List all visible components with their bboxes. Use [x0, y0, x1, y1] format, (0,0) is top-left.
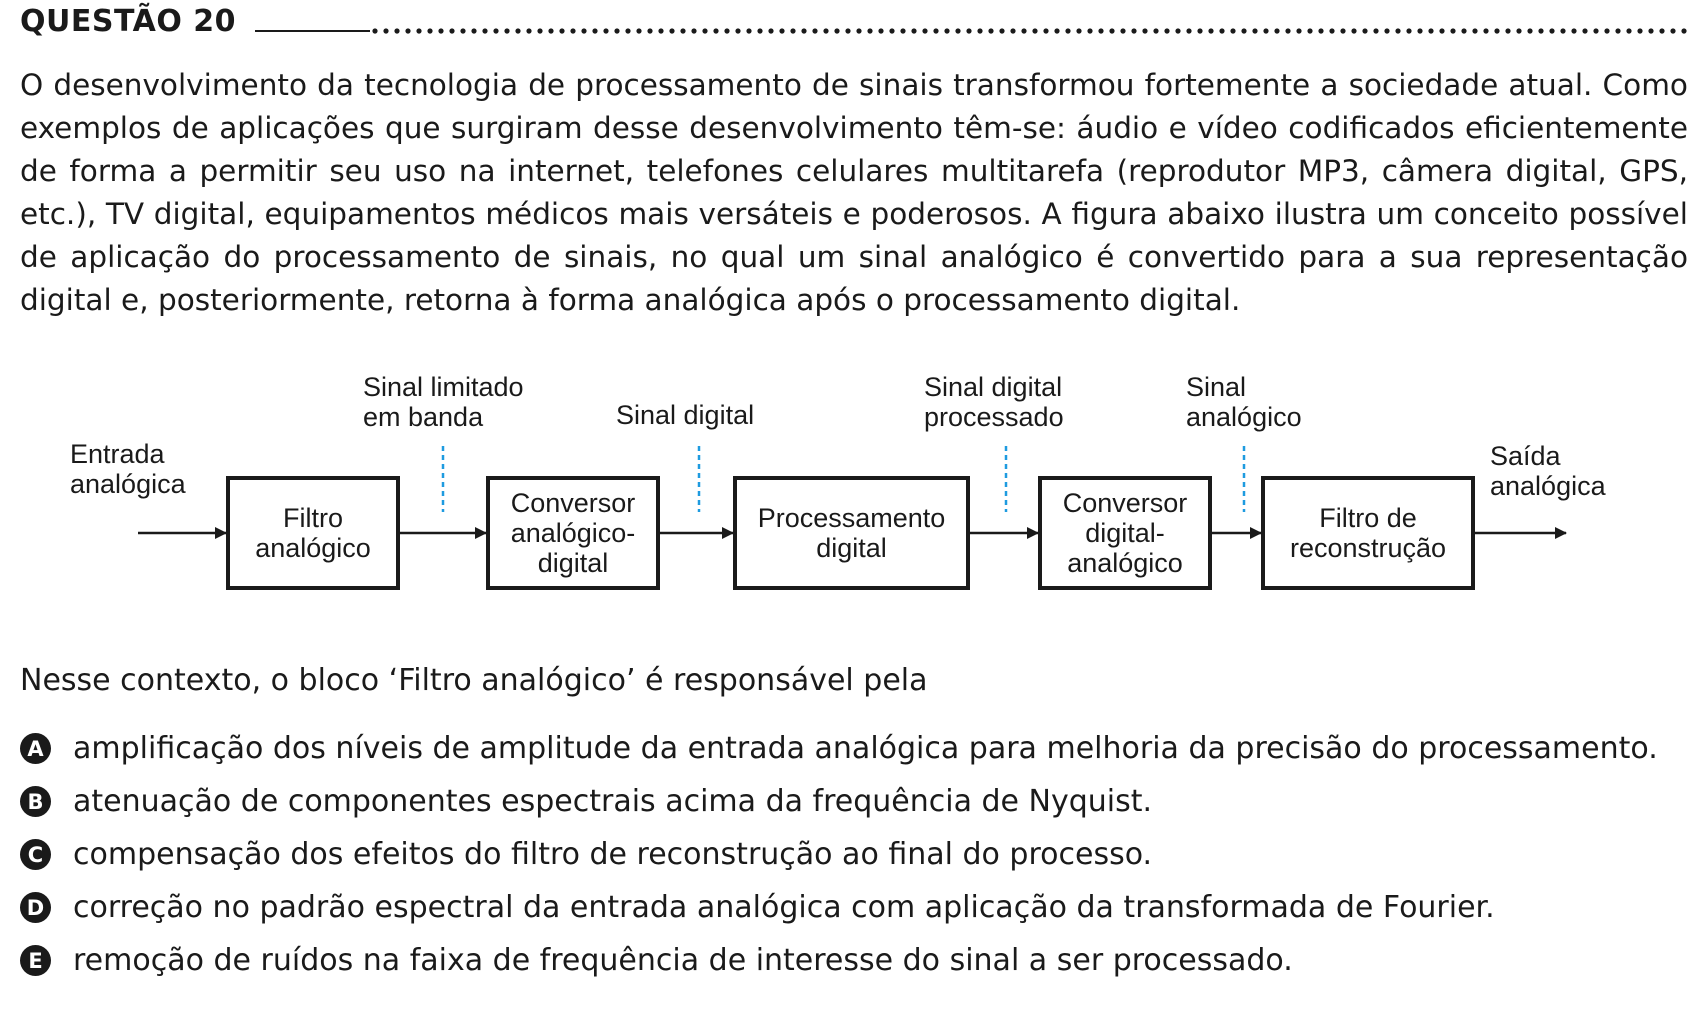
option-text: atenuação de componentes espectrais acima da frequência de Nyquist. — [73, 784, 1153, 819]
block-label: analógico- — [510, 518, 636, 548]
option-text: remoção de ruídos na faixa de frequência de interesse do sinal a ser processado. — [73, 943, 1293, 978]
rule-dot — [449, 28, 454, 33]
rule-dot — [1098, 28, 1103, 33]
rule-dot — [757, 28, 762, 33]
rule-dot — [966, 28, 971, 33]
block-label: analógico — [1067, 548, 1183, 578]
block-label: digital — [816, 533, 887, 563]
rule-dot — [834, 28, 839, 33]
question-statement: O desenvolvimento da tecnologia de processamento de sinais transformou fortemente a sociedade atual. Como exemplos de aplicações que surgiram desse desenvolvimento têm-se: áudio e vídeo codificados eficientemente de forma a permitir seu uso na internet, telefones celulares multitarefa (reprodutor MP3, câmera digital, GPS, etc.), TV digital, equipamentos médicos mais versáteis e poderosos. A figura abaixo ilustra um conceito possível de aplicação do processamento de sinais, no qual um sinal analógico é convertido para a sua representação digital e, posteriormente, retorna à forma analógica após o processamento digital. — [20, 68, 1688, 317]
rule-dot — [977, 28, 982, 33]
rule-dot — [955, 28, 960, 33]
rule-dot — [878, 28, 883, 33]
rule-dot — [1186, 28, 1191, 33]
rule-dot — [1395, 28, 1400, 33]
option-letter-badge: B — [20, 786, 51, 817]
rule-dot — [1571, 28, 1576, 33]
rule-dot — [669, 28, 674, 33]
question-title: QUESTÃO 20 — [20, 4, 237, 39]
rule-dot — [1142, 28, 1147, 33]
rule-dot — [625, 28, 630, 33]
rule-dot — [471, 28, 476, 33]
rule-dot — [1263, 28, 1268, 33]
rule-dot — [1340, 28, 1345, 33]
rule-dot — [1065, 28, 1070, 33]
rule-dot — [999, 28, 1004, 33]
rule-dot — [922, 28, 927, 33]
rule-dot — [988, 28, 993, 33]
option-d[interactable] — [20, 881, 1700, 934]
rule-dot — [460, 28, 465, 33]
rule-dot — [1450, 28, 1455, 33]
rule-dot — [1604, 28, 1609, 33]
question-header — [20, 4, 1688, 44]
signal-label: Sinal limitado — [363, 372, 524, 402]
rule-dot — [889, 28, 894, 33]
rule-dot — [405, 28, 410, 33]
rule-dot — [1054, 28, 1059, 33]
rule-dot — [1087, 28, 1092, 33]
rule-dot — [801, 28, 806, 33]
rule-dot — [746, 28, 751, 33]
option-letter-badge: A — [20, 733, 51, 764]
signal-processing-diagram — [0, 360, 1706, 620]
rule-dot — [416, 28, 421, 33]
rule-dot — [1373, 28, 1378, 33]
rule-dot — [636, 28, 641, 33]
rule-dot — [1472, 28, 1477, 33]
block-label: Conversor — [1062, 488, 1188, 518]
block-label: Processamento — [757, 503, 946, 533]
option-letter-badge: C — [20, 839, 51, 870]
rule-dot — [911, 28, 916, 33]
rule-dot — [383, 28, 388, 33]
rule-dot — [691, 28, 696, 33]
input-label: Entrada — [70, 439, 165, 469]
rule-dot — [1593, 28, 1598, 33]
output-label: analógica — [1490, 471, 1606, 501]
rule-dot — [1549, 28, 1554, 33]
rule-dot — [1307, 28, 1312, 33]
option-c[interactable] — [20, 828, 1700, 881]
rule-dot — [944, 28, 949, 33]
rule-dot — [1516, 28, 1521, 33]
rule-dot — [1164, 28, 1169, 33]
rule-dot — [1032, 28, 1037, 33]
rule-dot — [1538, 28, 1543, 33]
rule-dot — [581, 28, 586, 33]
option-letter-badge: E — [20, 945, 51, 976]
rule-dot — [713, 28, 718, 33]
option-letter-badge: D — [20, 892, 51, 923]
rule-dot — [438, 28, 443, 33]
option-text: correção no padrão espectral da entrada analógica com aplicação da transformada de Fourier. — [73, 890, 1495, 925]
rule-dot — [1131, 28, 1136, 33]
option-b[interactable] — [20, 775, 1700, 828]
rule-dot — [933, 28, 938, 33]
rule-dot — [1560, 28, 1565, 33]
signal-label: processado — [924, 402, 1064, 432]
rule-dot — [856, 28, 861, 33]
output-label: Saída — [1490, 441, 1561, 471]
rule-dot — [1296, 28, 1301, 33]
question-lead: Nesse contexto, o bloco ‘Filtro analógico’ é responsável pela — [20, 663, 928, 698]
block-label: reconstrução — [1289, 533, 1447, 563]
rule-dot — [1461, 28, 1466, 33]
block-label: Conversor — [510, 488, 636, 518]
rule-dot — [1615, 28, 1620, 33]
rule-dot — [1670, 28, 1675, 33]
signal-label: Sinal — [1186, 372, 1247, 402]
rule-dot — [1384, 28, 1389, 33]
rule-dot — [1197, 28, 1202, 33]
rule-dot — [394, 28, 399, 33]
block-label: Filtro — [283, 503, 343, 533]
rule-dot — [592, 28, 597, 33]
rule-dot — [1219, 28, 1224, 33]
rule-dot — [1021, 28, 1026, 33]
rule-dot — [1637, 28, 1642, 33]
rule-dot — [658, 28, 663, 33]
block-label: digital- — [1085, 518, 1165, 548]
rule-dot — [1362, 28, 1367, 33]
input-label: analógica — [70, 469, 186, 499]
rule-dot — [845, 28, 850, 33]
rule-dot — [812, 28, 817, 33]
rule-dot — [1252, 28, 1257, 33]
block-label: Filtro de — [1319, 503, 1417, 533]
rule-dot — [1505, 28, 1510, 33]
rule-dot — [1153, 28, 1158, 33]
rule-dot — [1010, 28, 1015, 33]
rule-dot — [1120, 28, 1125, 33]
rule-dot — [548, 28, 553, 33]
rule-dot — [1417, 28, 1422, 33]
option-text: amplificação dos níveis de amplitude da entrada analógica para melhoria da precisão do processamento. — [73, 731, 1658, 766]
rule-dot — [537, 28, 542, 33]
option-e[interactable] — [20, 934, 1700, 987]
rule-dot — [1175, 28, 1180, 33]
signal-label: em banda — [363, 402, 484, 432]
rule-dot — [526, 28, 531, 33]
answer-options — [20, 722, 1700, 987]
rule-dot — [790, 28, 795, 33]
rule-dot — [1626, 28, 1631, 33]
rule-dot — [724, 28, 729, 33]
rule-dot — [1230, 28, 1235, 33]
signal-label: Sinal digital — [616, 400, 755, 430]
rule-dot — [1208, 28, 1213, 33]
rule-dot — [504, 28, 509, 33]
rule-dot — [1659, 28, 1664, 33]
rule-dot — [1351, 28, 1356, 33]
rule-dot — [570, 28, 575, 33]
rule-dot — [493, 28, 498, 33]
rule-dot — [1241, 28, 1246, 33]
rule-dot — [515, 28, 520, 33]
rule-dot — [372, 28, 377, 33]
rule-dot — [768, 28, 773, 33]
rule-dot — [1043, 28, 1048, 33]
rule-dot — [1527, 28, 1532, 33]
rule-dot — [603, 28, 608, 33]
rule-dot — [1428, 28, 1433, 33]
option-a[interactable] — [20, 722, 1700, 775]
rule-dot — [702, 28, 707, 33]
rule-dot — [1406, 28, 1411, 33]
rule-dot — [559, 28, 564, 33]
rule-dot — [867, 28, 872, 33]
rule-dot — [1582, 28, 1587, 33]
dotted-rule — [255, 28, 1688, 34]
rule-dot — [680, 28, 685, 33]
rule-dot — [1681, 28, 1686, 33]
rule-dot — [647, 28, 652, 33]
rule-dot — [735, 28, 740, 33]
rule-dot — [1483, 28, 1488, 33]
rule-dot — [823, 28, 828, 33]
rule-dot — [427, 28, 432, 33]
rule-dot — [1329, 28, 1334, 33]
signal-label: analógico — [1186, 402, 1302, 432]
rule-dot — [1076, 28, 1081, 33]
rule-dot — [1494, 28, 1499, 33]
block-label: analógico — [255, 533, 371, 563]
rule-dot — [482, 28, 487, 33]
option-text: compensação dos efeitos do filtro de reconstrução ao final do processo. — [73, 837, 1153, 872]
rule-dot — [1439, 28, 1444, 33]
signal-label: Sinal digital — [924, 372, 1063, 402]
rule-dot — [1318, 28, 1323, 33]
rule-dot — [779, 28, 784, 33]
rule-dot — [1274, 28, 1279, 33]
block-label: digital — [537, 548, 609, 578]
rule-dot — [1109, 28, 1114, 33]
rule-dot — [614, 28, 619, 33]
rule-dot — [1285, 28, 1290, 33]
rule-dot — [900, 28, 905, 33]
rule-dot — [1648, 28, 1653, 33]
